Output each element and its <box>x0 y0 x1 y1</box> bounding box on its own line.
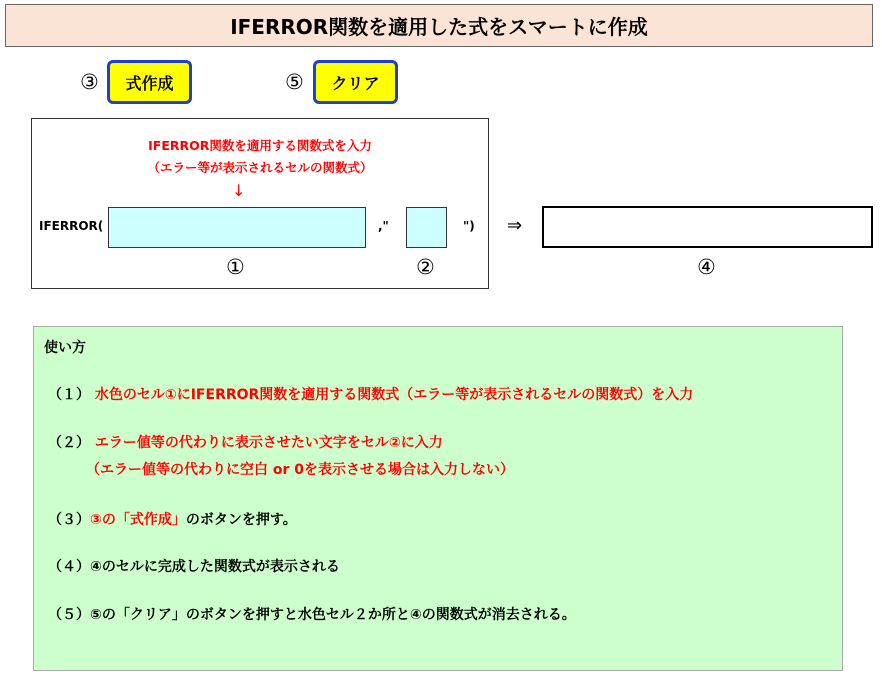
formula-input-cell[interactable] <box>108 207 366 248</box>
usage-title: 使い方 <box>44 340 86 356</box>
formula-input-panel <box>31 118 489 289</box>
iferror-label: IFERROR( <box>39 219 104 233</box>
usage-step-5: （５）⑤の「クリア」のボタンを押すと水色セル２か所と④の関数式が消去される。 <box>48 607 576 623</box>
clear-button-label: クリア <box>331 73 380 93</box>
comma-quote-text: ," <box>378 219 389 233</box>
cell-number-1: ① <box>226 255 245 279</box>
step-2-prefix: （２） <box>48 435 90 451</box>
usage-step-2-note: （エラー値等の代わりに空白 or 0を表示させる場合は入力しない） <box>86 462 515 478</box>
hint-line-2: （エラー等が表示されるセルの関数式） <box>147 160 373 175</box>
usage-step-4: （４）④のセルに完成した関数式が表示される <box>48 559 340 575</box>
page-title <box>5 4 873 47</box>
usage-step-3 <box>48 509 297 529</box>
quote-paren-text: ") <box>463 219 475 233</box>
step-3-red-text: ③の「式作成」 <box>90 512 186 528</box>
result-formula-cell <box>542 206 873 248</box>
usage-panel <box>33 326 843 671</box>
step-3-rest-text: のボタンを押す。 <box>185 512 297 528</box>
implies-arrow-icon: ⇒ <box>507 215 523 236</box>
step-number-3: ③ <box>80 70 99 94</box>
step-1-text: 水色のセル①にIFERROR関数を適用する関数式（エラー等が表示されるセルの関数式）を入力 <box>94 387 694 403</box>
arrow-down-icon: ↓ <box>232 181 246 200</box>
alternate-value-cell[interactable] <box>406 207 447 248</box>
create-formula-button-label: 式作成 <box>125 73 174 93</box>
step-2-text: エラー値等の代わりに表示させたい文字をセル②に入力 <box>94 435 443 451</box>
cell-number-2: ② <box>416 255 435 279</box>
usage-step-1 <box>48 384 693 404</box>
create-formula-button[interactable] <box>107 60 192 104</box>
step-1-prefix: （１） <box>48 387 90 403</box>
step-3-prefix: （３） <box>48 512 90 528</box>
page-title-text: IFERROR関数を適用した式をスマートに作成 <box>230 15 648 39</box>
usage-step-2 <box>48 432 443 452</box>
step-number-5: ⑤ <box>285 70 304 94</box>
cell-number-4: ④ <box>697 255 716 279</box>
hint-line-1: IFERROR関数を適用する関数式を入力 <box>148 138 372 153</box>
clear-button[interactable] <box>313 60 398 104</box>
